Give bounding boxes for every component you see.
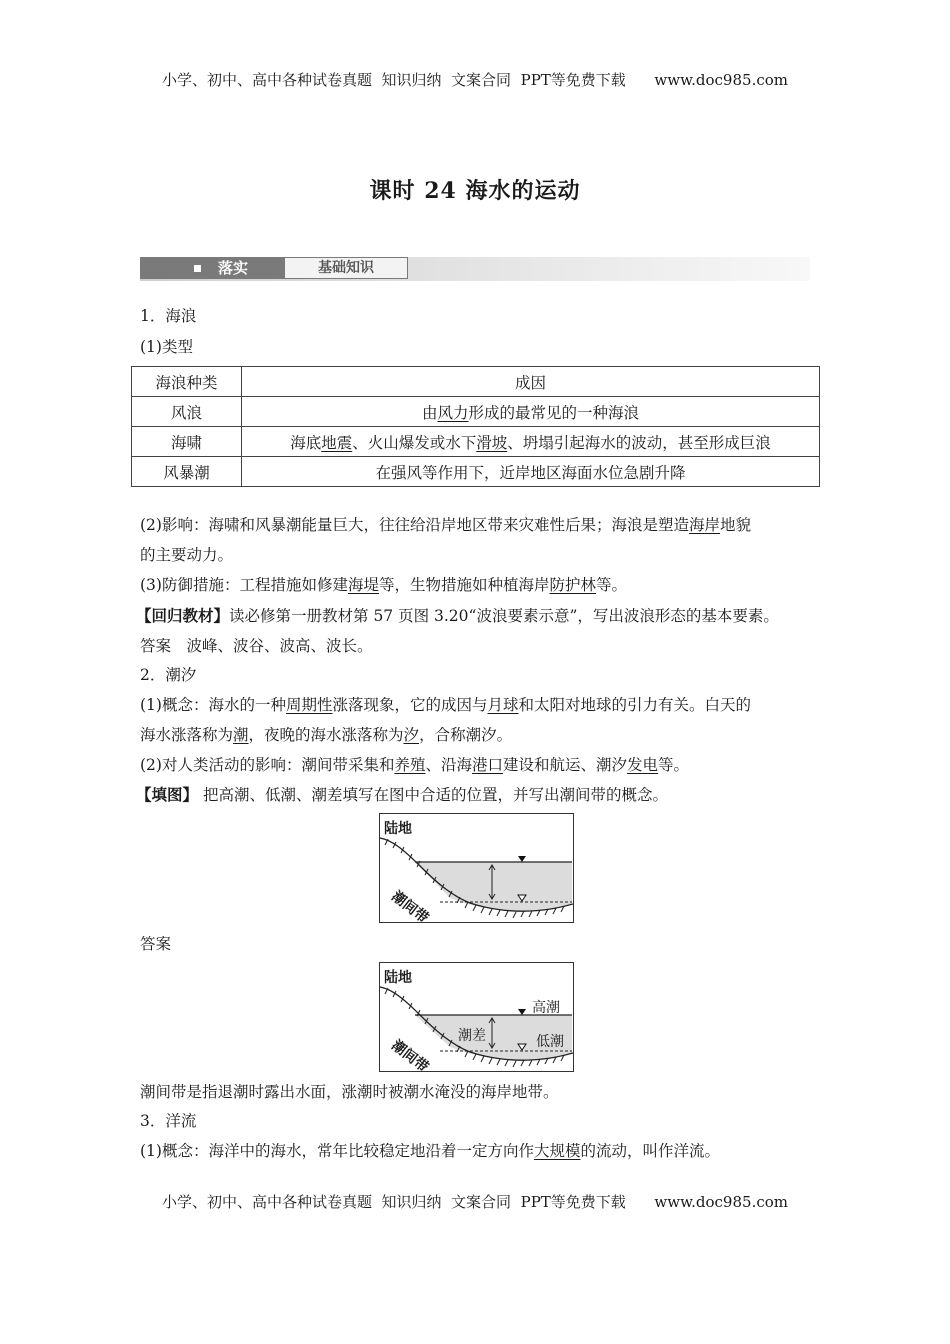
s2-impact: (2)对人类活动的影响：潮间带采集和养殖、沿海港口建设和航运、潮汐发电等。 xyxy=(140,756,690,774)
table-cell-kind: 风浪 xyxy=(132,397,242,427)
zone-definition: 潮间带是指退潮时露出水面，涨潮时被潮水淹没的海岸地带。 xyxy=(140,1083,559,1101)
high-tide-marker-icon xyxy=(518,856,526,862)
fill-question: 【填图】 把高潮、低潮、潮差填写在图中合适的位置，并写出潮间带的概念。 xyxy=(136,786,668,804)
s1-defense: (3)防御措施：工程措施如修建海堤等，生物措施如种植海岸防护林等。 xyxy=(140,576,628,594)
tide-diagram-answer xyxy=(379,962,574,1076)
banner-dark-label: 落实 xyxy=(218,259,249,277)
s2-answer-label: 答案 xyxy=(140,935,172,953)
banner-dark-tab xyxy=(140,257,284,279)
tidal-range-label: 潮差 xyxy=(458,1028,486,1044)
table-cell-cause: 海底地震、火山爆发或水下滑坡、坍塌引起海水的波动，甚至形成巨浪 xyxy=(242,427,820,457)
s1-impact-line2: 的主要动力。 xyxy=(140,546,234,564)
page-title: 课时 24 海水的运动 xyxy=(369,178,581,204)
tide-diagram-blank xyxy=(379,813,574,927)
table-row xyxy=(132,427,820,457)
table-row xyxy=(132,457,820,487)
s2-concept-line2: 海水涨落称为潮，夜晚的海水涨落称为汐，合称潮汐。 xyxy=(140,726,513,744)
page-header: 小学、初中、高中各种试卷真题 知识归纳 文案合同 PPT等免费下载 www.doc985.com xyxy=(161,71,788,89)
land-label: 陆地 xyxy=(384,821,412,837)
table-cell-kind: 风暴潮 xyxy=(132,457,242,487)
s2-concept: (1)概念：海水的一种周期性涨落现象，它的成因与月球和太阳对地球的引力有关。白天的 xyxy=(140,696,752,714)
s2-heading: 2．潮汐 xyxy=(140,666,197,684)
table-header-row xyxy=(132,367,820,397)
banner-light-tab: 基础知识 xyxy=(284,257,408,279)
s1-answer: 答案 波峰、波谷、波高、波长。 xyxy=(140,637,373,655)
water-area xyxy=(415,862,572,912)
zone-label: 潮间带 xyxy=(388,1037,432,1076)
table-cell-kind: 海啸 xyxy=(132,427,242,457)
wave-table xyxy=(131,366,820,487)
land-label: 陆地 xyxy=(384,970,412,986)
high-tide-marker-icon xyxy=(518,1009,526,1015)
section-banner xyxy=(140,257,810,281)
table-cell-cause: 在强风等作用下，近岸地区海面水位急剧升降 xyxy=(242,457,820,487)
square-icon xyxy=(194,265,201,272)
textbook-question: 【回归教材】读必修第一册教材第 57 页图 3.20“波浪要素示意”，写出波浪形态的基本要素。 xyxy=(136,607,779,625)
zone-label: 潮间带 xyxy=(388,888,432,927)
s3-heading: 3．洋流 xyxy=(140,1112,197,1130)
table-header-cell: 海浪种类 xyxy=(132,367,242,397)
high-tide-label: 高潮 xyxy=(532,1000,560,1016)
s1-impact: (2)影响：海啸和风暴潮能量巨大，往往给沿岸地区带来灾难性后果；海浪是塑造海岸地貌 xyxy=(140,516,751,534)
page-footer: 小学、初中、高中各种试卷真题 知识归纳 文案合同 PPT等免费下载 www.doc985.com xyxy=(161,1193,788,1211)
s1-subtype: (1)类型 xyxy=(140,338,193,356)
table-header-cell: 成因 xyxy=(242,367,820,397)
low-tide-label: 低潮 xyxy=(536,1034,564,1050)
table-row xyxy=(132,397,820,427)
s3-concept: (1)概念：海洋中的海水，常年比较稳定地沿着一定方向作大规模的流动，叫作洋流。 xyxy=(140,1142,720,1160)
table-cell-cause: 由风力形成的最常见的一种海浪 xyxy=(242,397,820,427)
s1-heading: 1．海浪 xyxy=(140,307,197,325)
